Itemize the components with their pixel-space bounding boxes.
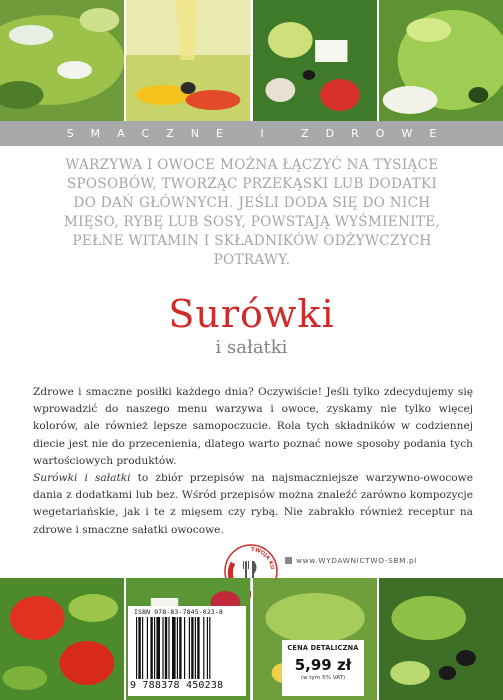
barcode xyxy=(136,617,240,679)
title-mention: Surówki i sałatki xyxy=(33,472,131,485)
top-photo-strip xyxy=(0,0,503,121)
intro-paragraph: WARZYWA I OWOCE MOŻNA ŁĄCZYĆ NA TYSIĄCE SPOSOBÓW, TWORZĄC PRZEKĄSKI LUB DODATKI DO DAŃ GŁÓWNYCH. JEŚLI DODA SIĘ DO NICH MIĘSO, RYBĘ LUB SOSY, POWSTAJĄ WYŚMIENITE, PEŁNE WITAMIN I SKŁADNIKÓW ODŻYWCZYCH POTRAWY. xyxy=(63,157,441,268)
isbn-text: ISBN 978-83-7845-023-8 xyxy=(134,608,224,616)
salad-bowl-photo xyxy=(379,0,503,121)
olive-salad-photo xyxy=(379,578,503,700)
tagline-band xyxy=(0,121,503,146)
price-box xyxy=(282,640,364,696)
tagline-text: SMACZNE I ZDROWE xyxy=(66,127,454,140)
description-paragraph-2 xyxy=(33,470,473,539)
salad-photo-1 xyxy=(0,0,126,121)
barcode-digits: 9 788378 450238 xyxy=(130,680,224,691)
logo-ring-text: TWOJA KU xyxy=(250,546,275,570)
greek-salad-photo xyxy=(253,0,379,121)
price-value: 5,99 zł xyxy=(294,656,352,674)
price-vat: (w tym 5% VAT) xyxy=(300,675,346,681)
website-text: www.WYDAWNICTWO-SBM.pl xyxy=(296,556,417,565)
description-paragraph-1: Zdrowe i smaczne posiłki każdego dnia? Oczywiście! Jeśli tylko zdecydujemy się wprowadzić do naszego menu warzywa i owoce, zyskamy nie tylko więcej kolorów, ale również lepsze samopoczucie. Rola tych składników w codziennej diecie jest nie do przecenienia, dlatego warto poznać nowe sposoby podania tych wartościowych produktów. xyxy=(33,386,473,467)
barcode-box xyxy=(128,606,246,696)
publisher-website[interactable] xyxy=(285,556,417,565)
book-subtitle: i sałatki xyxy=(215,337,288,358)
description-text xyxy=(33,384,473,539)
description-paragraph-2-rest: to zbiór przepisów na najsmaczniejsze warzywno-owocowe dania z dodatkami lub bez. Wśród przepisów można znaleźć zarówno kompozycje wegetariańskie, jak i te z mięsem czy rybą. Nie zabrakło również receptur na zdrowe i smaczne sałatki owocowe. xyxy=(33,472,473,536)
book-title: Surówki xyxy=(168,292,335,336)
bottom-photo-strip xyxy=(0,578,503,700)
price-label: CENA DETALICZNA xyxy=(287,644,359,652)
square-icon xyxy=(285,557,292,564)
tomato-salad-photo xyxy=(0,578,126,700)
oil-photo xyxy=(126,0,252,121)
